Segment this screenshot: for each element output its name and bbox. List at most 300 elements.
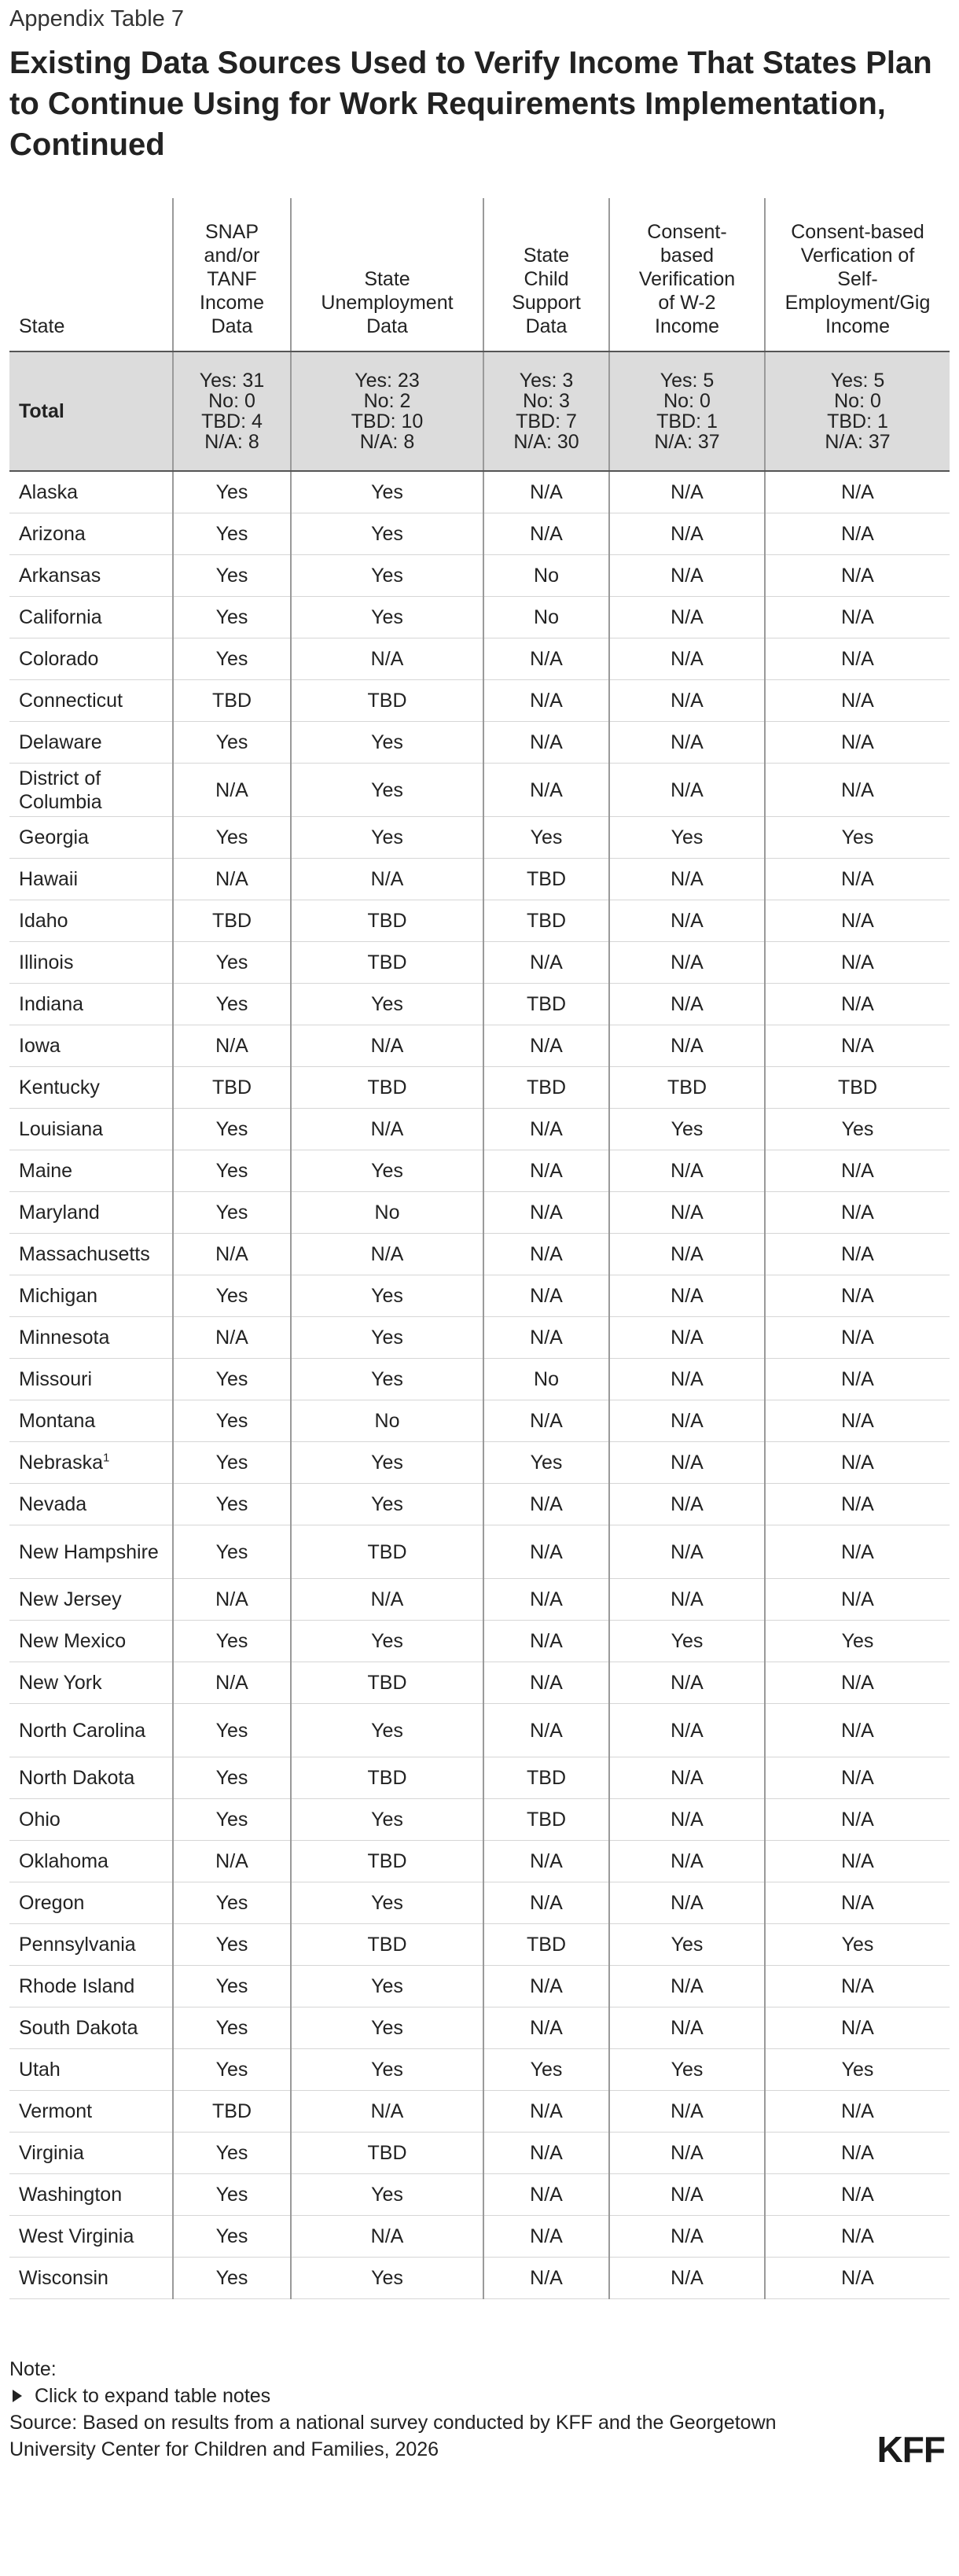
state-name: West Virginia bbox=[19, 2225, 134, 2247]
value-cell: Yes bbox=[765, 1621, 950, 1662]
value-cell: Yes bbox=[173, 1924, 291, 1966]
value-cell: N/A bbox=[609, 1275, 765, 1317]
value-cell: Yes bbox=[173, 1484, 291, 1525]
value-cell: N/A bbox=[483, 1662, 609, 1704]
value-cell: N/A bbox=[173, 1662, 291, 1704]
value-cell: Yes bbox=[291, 984, 483, 1025]
state-name: New Mexico bbox=[19, 1630, 127, 1652]
value-cell: N/A bbox=[765, 2091, 950, 2133]
table-row bbox=[9, 1150, 950, 1192]
state-name-cell bbox=[9, 1924, 173, 1966]
value-cell: N/A bbox=[765, 1484, 950, 1525]
value-cell: N/A bbox=[609, 680, 765, 722]
value-cell: Yes bbox=[173, 1525, 291, 1579]
value-cell: N/A bbox=[765, 1150, 950, 1192]
value-cell: N/A bbox=[609, 984, 765, 1025]
state-name: Louisiana bbox=[19, 1118, 104, 1140]
value-cell: Yes bbox=[291, 513, 483, 555]
state-name: North Dakota bbox=[19, 1767, 135, 1789]
table-row bbox=[9, 1400, 950, 1442]
value-cell: Yes bbox=[291, 1275, 483, 1317]
table-row bbox=[9, 1924, 950, 1966]
value-cell: TBD bbox=[291, 1757, 483, 1799]
value-cell: N/A bbox=[173, 1841, 291, 1882]
value-cell: N/A bbox=[765, 2174, 950, 2216]
value-cell: Yes bbox=[765, 1109, 950, 1150]
value-cell: TBD bbox=[173, 1067, 291, 1109]
total-row bbox=[9, 351, 950, 471]
value-cell: Yes bbox=[291, 555, 483, 597]
total-line: TBD: 4 bbox=[201, 410, 263, 432]
state-name: Colorado bbox=[19, 648, 99, 670]
value-cell: TBD bbox=[483, 984, 609, 1025]
value-cell: N/A bbox=[765, 942, 950, 984]
total-line: No: 0 bbox=[663, 390, 711, 412]
value-cell: N/A bbox=[765, 638, 950, 680]
value-cell: N/A bbox=[765, 1317, 950, 1359]
value-cell: N/A bbox=[609, 1192, 765, 1234]
value-cell: N/A bbox=[765, 555, 950, 597]
state-name-cell bbox=[9, 1841, 173, 1882]
value-cell: Yes bbox=[483, 817, 609, 859]
value-cell: N/A bbox=[609, 2133, 765, 2174]
value-cell: N/A bbox=[609, 722, 765, 764]
state-name-cell bbox=[9, 817, 173, 859]
value-cell: TBD bbox=[483, 1799, 609, 1841]
table-row bbox=[9, 1192, 950, 1234]
state-name-cell bbox=[9, 1400, 173, 1442]
total-cell bbox=[765, 351, 950, 471]
value-cell: Yes bbox=[173, 1621, 291, 1662]
header-line: Income bbox=[655, 315, 719, 337]
state-name: Iowa bbox=[19, 1035, 61, 1057]
value-cell: TBD bbox=[291, 1067, 483, 1109]
state-name-cell bbox=[9, 1442, 173, 1484]
table-row bbox=[9, 1275, 950, 1317]
value-cell: N/A bbox=[483, 638, 609, 680]
value-cell: N/A bbox=[609, 1400, 765, 1442]
header-line: State bbox=[19, 315, 65, 337]
value-cell: N/A bbox=[609, 942, 765, 984]
value-cell: N/A bbox=[609, 1484, 765, 1525]
value-cell: Yes bbox=[291, 1359, 483, 1400]
value-cell: N/A bbox=[765, 680, 950, 722]
table-row bbox=[9, 900, 950, 942]
value-cell: N/A bbox=[173, 1317, 291, 1359]
value-cell: N/A bbox=[173, 764, 291, 817]
value-cell: N/A bbox=[609, 1579, 765, 1621]
table-row bbox=[9, 2258, 950, 2299]
state-name: Oklahoma bbox=[19, 1850, 108, 1872]
header-line: Verification bbox=[638, 268, 736, 290]
value-cell: Yes bbox=[291, 1442, 483, 1484]
state-name-cell bbox=[9, 1109, 173, 1150]
total-line: Yes: 3 bbox=[519, 370, 574, 392]
header-line: Consent- bbox=[647, 221, 727, 243]
state-name: New York bbox=[19, 1672, 102, 1694]
value-cell: N/A bbox=[609, 1025, 765, 1067]
total-line: Yes: 31 bbox=[199, 370, 265, 392]
header-line: Data bbox=[525, 315, 568, 337]
state-name-cell bbox=[9, 1025, 173, 1067]
state-name-cell bbox=[9, 1525, 173, 1579]
total-cell bbox=[173, 351, 291, 471]
value-cell: N/A bbox=[765, 1704, 950, 1757]
value-cell: N/A bbox=[483, 1234, 609, 1275]
value-cell: N/A bbox=[765, 764, 950, 817]
value-cell: N/A bbox=[765, 1882, 950, 1924]
value-cell: N/A bbox=[173, 1234, 291, 1275]
state-name-cell bbox=[9, 859, 173, 900]
state-name: Rhode Island bbox=[19, 1975, 135, 1997]
value-cell: TBD bbox=[291, 1841, 483, 1882]
value-cell: Yes bbox=[291, 1621, 483, 1662]
value-cell: Yes bbox=[291, 1799, 483, 1841]
value-cell: Yes bbox=[291, 1882, 483, 1924]
header-line: Support bbox=[512, 292, 581, 314]
table-row bbox=[9, 2049, 950, 2091]
total-line: No: 3 bbox=[523, 390, 570, 412]
state-name: Wisconsin bbox=[19, 2267, 108, 2289]
value-cell: N/A bbox=[291, 859, 483, 900]
state-name: Washington bbox=[19, 2184, 123, 2206]
table-row bbox=[9, 1067, 950, 1109]
value-cell: N/A bbox=[765, 900, 950, 942]
state-name: Delaware bbox=[19, 731, 102, 753]
table-row bbox=[9, 984, 950, 1025]
header-line: Income bbox=[200, 292, 264, 314]
total-line: TBD: 10 bbox=[351, 410, 424, 432]
total-cell bbox=[483, 351, 609, 471]
state-name-cell bbox=[9, 597, 173, 638]
state-name: Alaska bbox=[19, 481, 79, 503]
value-cell: N/A bbox=[483, 1275, 609, 1317]
value-cell: N/A bbox=[291, 2091, 483, 2133]
total-line: Yes: 23 bbox=[355, 370, 420, 392]
value-cell: N/A bbox=[609, 1150, 765, 1192]
table-row bbox=[9, 680, 950, 722]
value-cell: N/A bbox=[483, 1882, 609, 1924]
value-cell: Yes bbox=[173, 555, 291, 597]
value-cell: N/A bbox=[609, 1234, 765, 1275]
header-line: Child bbox=[524, 268, 569, 290]
table-row bbox=[9, 1662, 950, 1704]
total-line: Yes: 5 bbox=[660, 370, 715, 392]
table-row bbox=[9, 1579, 950, 1621]
value-cell: N/A bbox=[609, 597, 765, 638]
value-cell: N/A bbox=[483, 2133, 609, 2174]
header-line: Verfication of bbox=[800, 245, 915, 267]
expand-notes-toggle[interactable] bbox=[9, 2383, 950, 2409]
value-cell: N/A bbox=[483, 1579, 609, 1621]
value-cell: N/A bbox=[291, 638, 483, 680]
value-cell: Yes bbox=[291, 2174, 483, 2216]
value-cell: TBD bbox=[483, 859, 609, 900]
value-cell: N/A bbox=[765, 1192, 950, 1234]
column-header-3 bbox=[483, 198, 609, 351]
value-cell: TBD bbox=[291, 900, 483, 942]
state-name: Connecticut bbox=[19, 690, 123, 712]
table-row bbox=[9, 2133, 950, 2174]
state-name: Vermont bbox=[19, 2100, 93, 2122]
value-cell: N/A bbox=[291, 1109, 483, 1150]
value-cell: N/A bbox=[483, 1484, 609, 1525]
value-cell: N/A bbox=[609, 2174, 765, 2216]
total-line: No: 0 bbox=[834, 390, 881, 412]
value-cell: Yes bbox=[291, 1484, 483, 1525]
value-cell: Yes bbox=[173, 817, 291, 859]
value-cell: Yes bbox=[291, 2007, 483, 2049]
table-row bbox=[9, 817, 950, 859]
value-cell: N/A bbox=[609, 555, 765, 597]
value-cell: Yes bbox=[173, 2049, 291, 2091]
value-cell: N/A bbox=[765, 2258, 950, 2299]
value-cell: Yes bbox=[765, 2049, 950, 2091]
value-cell: N/A bbox=[609, 1662, 765, 1704]
total-line: Yes: 5 bbox=[830, 370, 885, 392]
state-name-cell bbox=[9, 722, 173, 764]
value-cell: N/A bbox=[483, 1525, 609, 1579]
value-cell: Yes bbox=[173, 984, 291, 1025]
value-cell: TBD bbox=[173, 2091, 291, 2133]
table-eyebrow: Appendix Table 7 bbox=[9, 6, 184, 31]
table-row bbox=[9, 2174, 950, 2216]
value-cell: Yes bbox=[173, 2258, 291, 2299]
source-text: Source: Based on results from a national survey conducted by KFF and the Georgetown University Center for Children and Families, 2026 bbox=[9, 2412, 777, 2460]
value-cell: Yes bbox=[483, 1442, 609, 1484]
table-row bbox=[9, 1882, 950, 1924]
value-cell: TBD bbox=[609, 1067, 765, 1109]
table-row bbox=[9, 1109, 950, 1150]
state-name-cell bbox=[9, 555, 173, 597]
value-cell: N/A bbox=[765, 1841, 950, 1882]
table-row bbox=[9, 638, 950, 680]
value-cell: N/A bbox=[609, 1757, 765, 1799]
value-cell: TBD bbox=[291, 1525, 483, 1579]
table-row bbox=[9, 1484, 950, 1525]
value-cell: TBD bbox=[291, 1924, 483, 1966]
value-cell: No bbox=[483, 597, 609, 638]
state-name: Indiana bbox=[19, 993, 84, 1015]
value-cell: TBD bbox=[173, 680, 291, 722]
table-row bbox=[9, 1442, 950, 1484]
value-cell: TBD bbox=[483, 900, 609, 942]
value-cell: N/A bbox=[765, 1966, 950, 2007]
value-cell: TBD bbox=[173, 900, 291, 942]
value-cell: N/A bbox=[609, 900, 765, 942]
value-cell: Yes bbox=[765, 1924, 950, 1966]
header-line: based bbox=[660, 245, 715, 267]
table-row bbox=[9, 1359, 950, 1400]
expand-notes-label: Click to expand table notes bbox=[35, 2385, 271, 2407]
value-cell: N/A bbox=[483, 764, 609, 817]
column-header-2 bbox=[291, 198, 483, 351]
table-row bbox=[9, 1841, 950, 1882]
value-cell: N/A bbox=[609, 1704, 765, 1757]
state-name: New Hampshire bbox=[19, 1540, 159, 1563]
value-cell: N/A bbox=[609, 1841, 765, 1882]
state-name: Arkansas bbox=[19, 565, 101, 587]
value-cell: Yes bbox=[291, 2049, 483, 2091]
value-cell: N/A bbox=[483, 722, 609, 764]
value-cell: N/A bbox=[173, 1579, 291, 1621]
column-header-1 bbox=[173, 198, 291, 351]
header-line: Data bbox=[366, 315, 408, 337]
state-name-cell bbox=[9, 900, 173, 942]
state-name: Oregon bbox=[19, 1892, 85, 1914]
table-row bbox=[9, 942, 950, 984]
table-row bbox=[9, 471, 950, 513]
value-cell: TBD bbox=[483, 1067, 609, 1109]
state-name: Arizona bbox=[19, 523, 86, 545]
total-line: N/A: 8 bbox=[204, 431, 259, 453]
kff-logo: KFF bbox=[876, 2429, 945, 2470]
value-cell: N/A bbox=[765, 859, 950, 900]
state-name: Massachusetts bbox=[19, 1243, 150, 1265]
value-cell: TBD bbox=[291, 1662, 483, 1704]
state-name-cell bbox=[9, 2258, 173, 2299]
value-cell: Yes bbox=[609, 1621, 765, 1662]
total-line: TBD: 7 bbox=[516, 410, 577, 432]
state-name: Minnesota bbox=[19, 1327, 110, 1349]
value-cell: Yes bbox=[173, 597, 291, 638]
state-name: Ohio bbox=[19, 1809, 61, 1831]
value-cell: N/A bbox=[609, 638, 765, 680]
state-name: Georgia bbox=[19, 826, 89, 848]
value-cell: No bbox=[291, 1400, 483, 1442]
value-cell: N/A bbox=[483, 2258, 609, 2299]
table-row bbox=[9, 722, 950, 764]
state-name-cell bbox=[9, 2174, 173, 2216]
value-cell: Yes bbox=[173, 1275, 291, 1317]
value-cell: No bbox=[291, 1192, 483, 1234]
table-row bbox=[9, 513, 950, 555]
state-name: Nebraska bbox=[19, 1452, 103, 1474]
value-cell: TBD bbox=[483, 1924, 609, 1966]
value-cell: N/A bbox=[609, 2258, 765, 2299]
state-name-cell bbox=[9, 471, 173, 513]
value-cell: Yes bbox=[291, 1704, 483, 1757]
value-cell: N/A bbox=[291, 1025, 483, 1067]
value-cell: Yes bbox=[291, 471, 483, 513]
value-cell: N/A bbox=[483, 2007, 609, 2049]
value-cell: N/A bbox=[765, 2007, 950, 2049]
value-cell: N/A bbox=[483, 1704, 609, 1757]
state-name: District of Columbia bbox=[19, 767, 102, 813]
value-cell: N/A bbox=[609, 1525, 765, 1579]
value-cell: TBD bbox=[291, 680, 483, 722]
value-cell: Yes bbox=[765, 817, 950, 859]
value-cell: N/A bbox=[483, 1400, 609, 1442]
value-cell: Yes bbox=[173, 1799, 291, 1841]
total-line: N/A: 37 bbox=[654, 431, 720, 453]
state-name-cell bbox=[9, 984, 173, 1025]
total-line: No: 2 bbox=[363, 390, 411, 412]
value-cell: Yes bbox=[173, 471, 291, 513]
value-cell: N/A bbox=[609, 513, 765, 555]
value-cell: Yes bbox=[609, 817, 765, 859]
state-name: Pennsylvania bbox=[19, 1934, 136, 1956]
state-name: Maryland bbox=[19, 1202, 100, 1224]
table-row bbox=[9, 2091, 950, 2133]
state-name: Idaho bbox=[19, 910, 68, 932]
value-cell: Yes bbox=[291, 764, 483, 817]
state-name-cell bbox=[9, 1067, 173, 1109]
total-line: N/A: 30 bbox=[513, 431, 579, 453]
state-name-cell bbox=[9, 1275, 173, 1317]
value-cell: N/A bbox=[173, 859, 291, 900]
state-name-cell bbox=[9, 1579, 173, 1621]
value-cell: N/A bbox=[291, 1234, 483, 1275]
value-cell: Yes bbox=[173, 1192, 291, 1234]
state-name-cell bbox=[9, 2133, 173, 2174]
table-row bbox=[9, 1234, 950, 1275]
state-name-cell bbox=[9, 1757, 173, 1799]
header-line: TANF bbox=[207, 268, 257, 290]
value-cell: Yes bbox=[609, 1109, 765, 1150]
value-cell: N/A bbox=[609, 1359, 765, 1400]
state-name-cell bbox=[9, 680, 173, 722]
value-cell: N/A bbox=[609, 471, 765, 513]
state-name: California bbox=[19, 606, 102, 628]
value-cell: N/A bbox=[291, 1579, 483, 1621]
value-cell: N/A bbox=[483, 1317, 609, 1359]
column-header-5 bbox=[765, 198, 950, 351]
value-cell: N/A bbox=[483, 680, 609, 722]
value-cell: N/A bbox=[483, 1025, 609, 1067]
value-cell: Yes bbox=[173, 513, 291, 555]
total-line: TBD: 1 bbox=[656, 410, 718, 432]
total-line: TBD: 1 bbox=[827, 410, 888, 432]
triangle-right-icon bbox=[13, 2390, 22, 2402]
header-line: Self- bbox=[837, 268, 878, 290]
value-cell: Yes bbox=[291, 817, 483, 859]
value-cell: N/A bbox=[609, 1966, 765, 2007]
header-row bbox=[9, 198, 950, 351]
value-cell: N/A bbox=[765, 1442, 950, 1484]
state-name-cell bbox=[9, 1704, 173, 1757]
state-name-cell bbox=[9, 1484, 173, 1525]
value-cell: N/A bbox=[483, 2174, 609, 2216]
state-name-cell bbox=[9, 2007, 173, 2049]
value-cell: TBD bbox=[765, 1067, 950, 1109]
value-cell: Yes bbox=[291, 722, 483, 764]
header-line: State bbox=[523, 245, 570, 267]
value-cell: N/A bbox=[765, 1359, 950, 1400]
header-line: Income bbox=[825, 315, 890, 337]
table-row bbox=[9, 859, 950, 900]
header-line: Employment/Gig bbox=[784, 292, 931, 314]
state-name: Missouri bbox=[19, 1368, 93, 1390]
value-cell: Yes bbox=[173, 1882, 291, 1924]
value-cell: N/A bbox=[609, 764, 765, 817]
value-cell: TBD bbox=[483, 1757, 609, 1799]
value-cell: Yes bbox=[173, 722, 291, 764]
value-cell: N/A bbox=[765, 1025, 950, 1067]
value-cell: N/A bbox=[483, 471, 609, 513]
value-cell: N/A bbox=[765, 1799, 950, 1841]
data-table bbox=[9, 198, 950, 2299]
value-cell: Yes bbox=[173, 1704, 291, 1757]
table-row bbox=[9, 2007, 950, 2049]
value-cell: N/A bbox=[765, 1662, 950, 1704]
state-name-cell bbox=[9, 1662, 173, 1704]
table-row bbox=[9, 764, 950, 817]
total-cell bbox=[609, 351, 765, 471]
value-cell: No bbox=[483, 555, 609, 597]
value-cell: N/A bbox=[765, 471, 950, 513]
value-cell: N/A bbox=[609, 1317, 765, 1359]
